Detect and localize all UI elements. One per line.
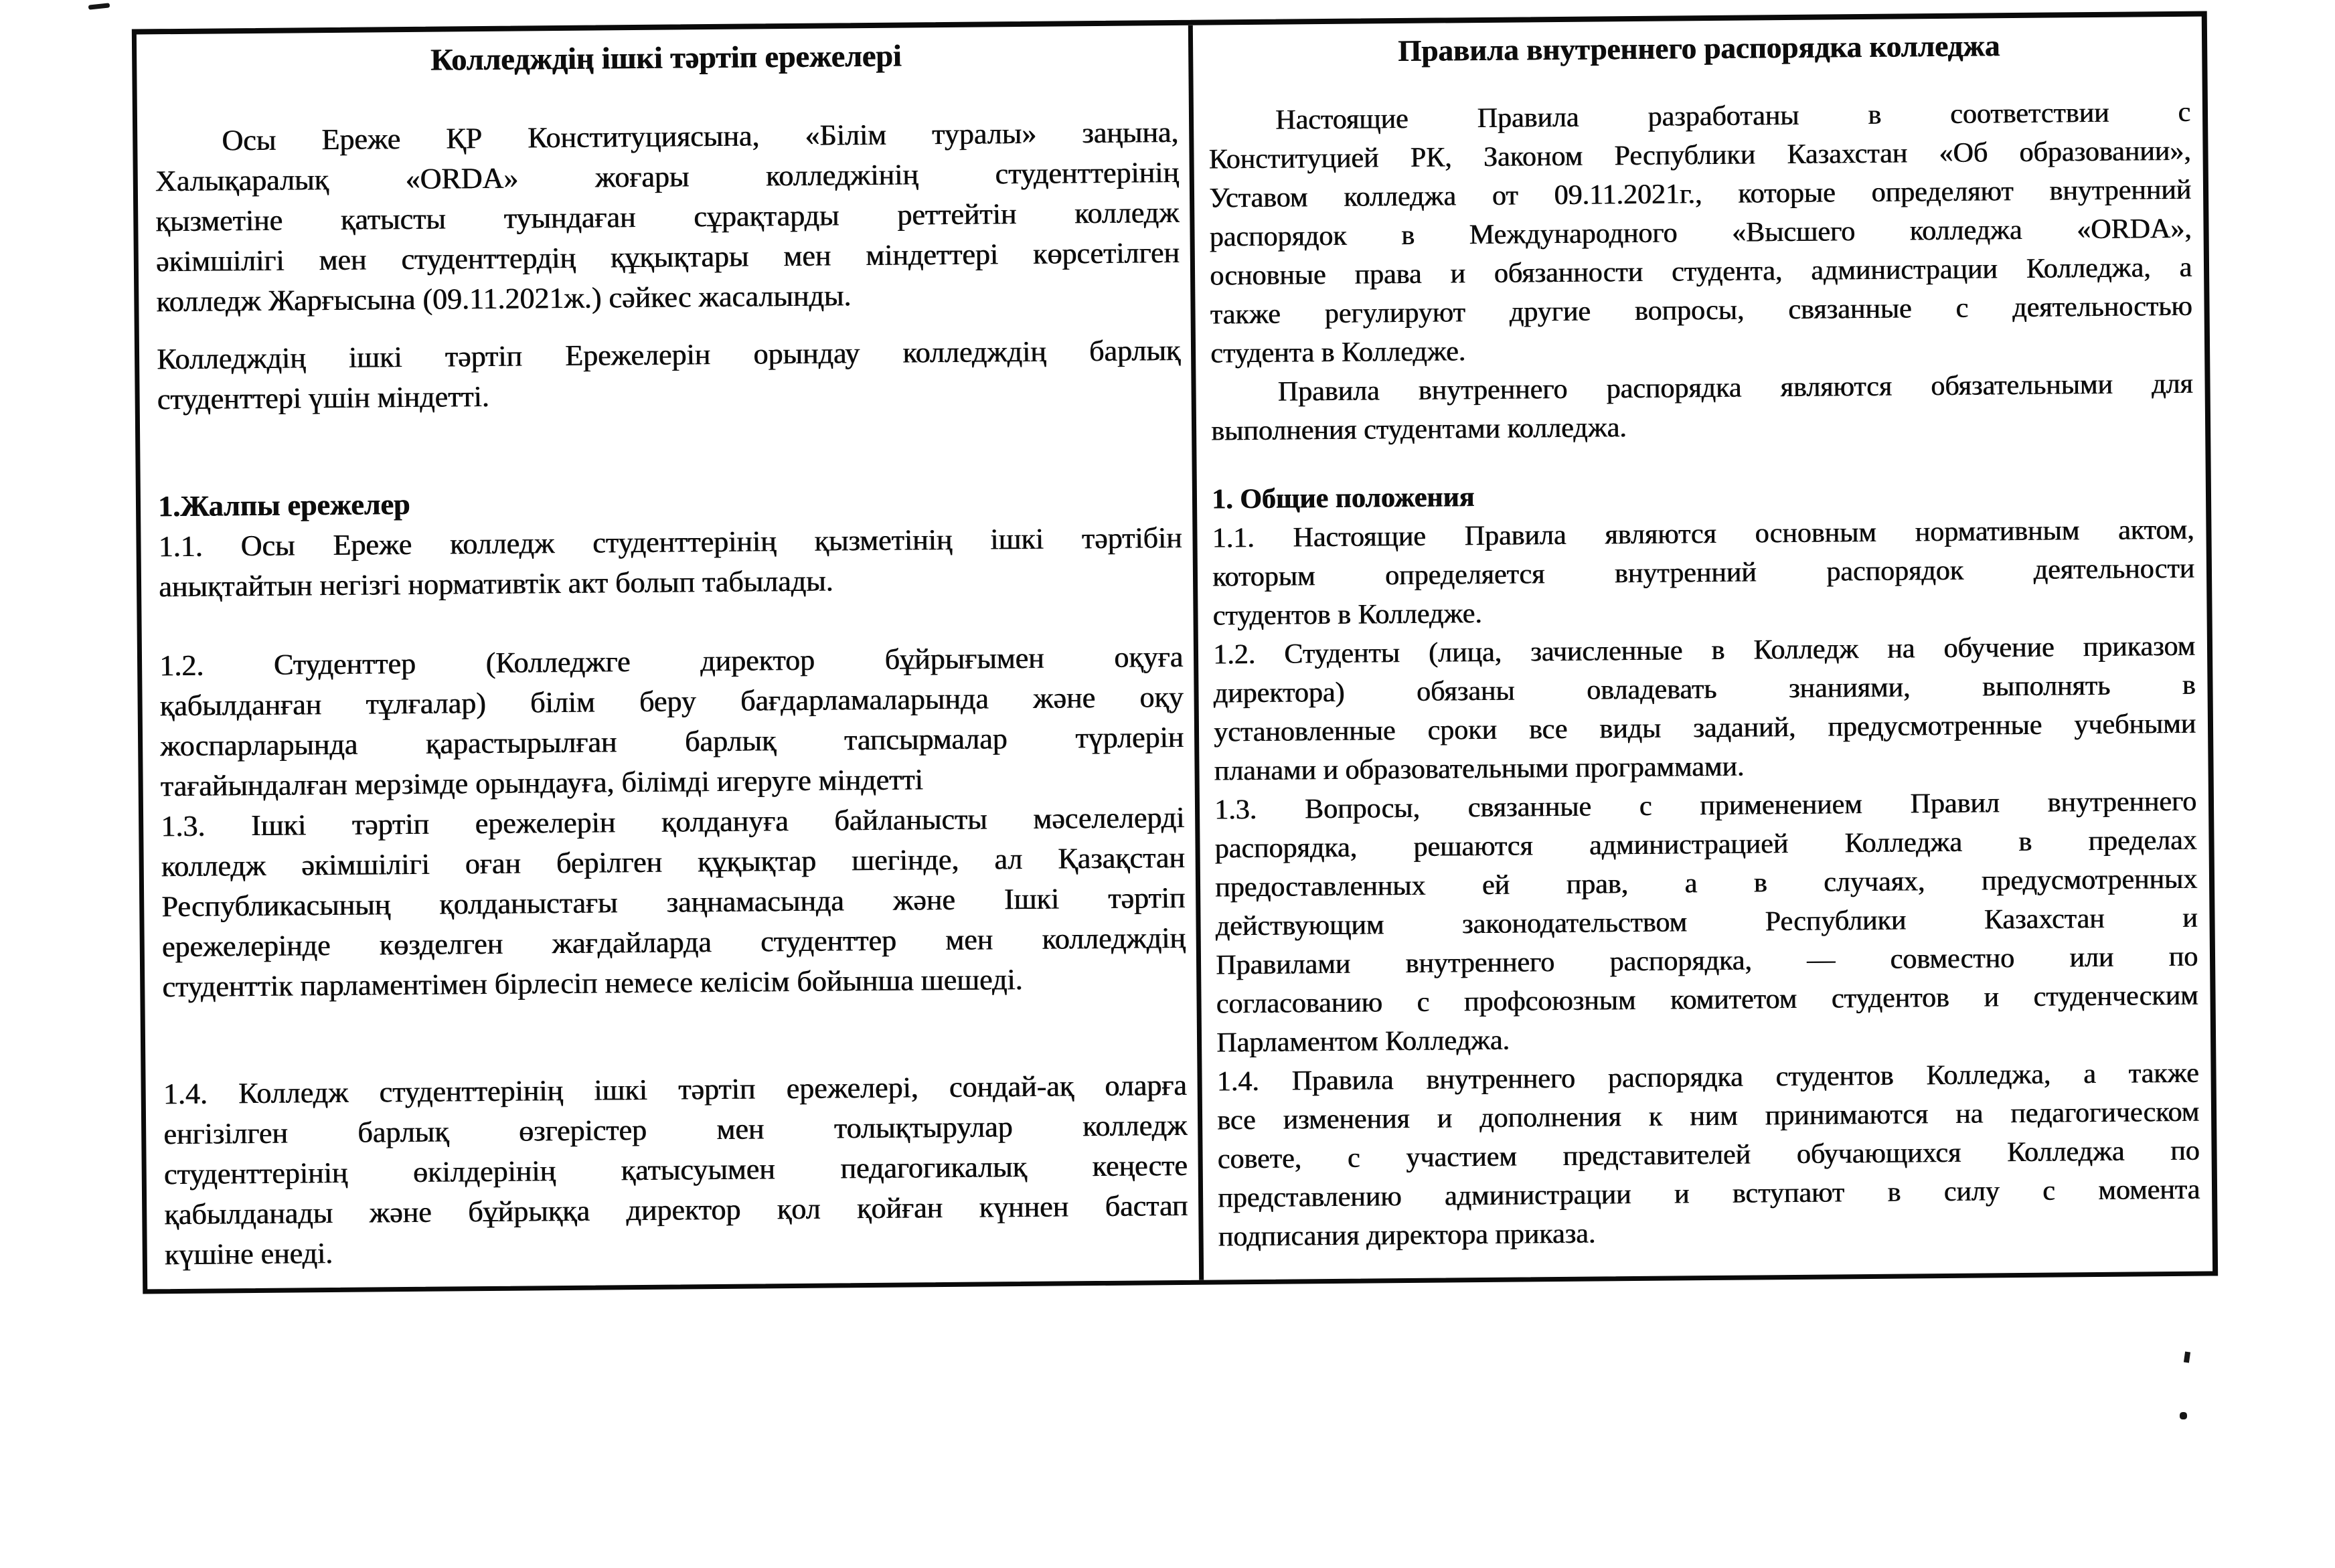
text-line: Колледждің ішкі тәртіп Ережелерін орындау колледждің барлық [156, 333, 1181, 376]
text-line: директора) обязаны овладевать знаниями, выполнять в [1213, 669, 2196, 709]
text-line: Колледждің ішкі тәртіп ережелері [430, 38, 902, 77]
scan-artifact-dash [88, 3, 110, 9]
text-line: 1.4. Колледж студенттерінің ішкі тәртіп ережелері, сондай-ақ оларға [163, 1068, 1187, 1111]
paragraph [1210, 365, 2193, 451]
text-line: жоспарларында қарастырылған барлық тапсырмалар түрлерін [159, 720, 1184, 763]
text-line: әкімшілігі мен студенттердің құқықтары мен міндеттері көрсетілген [155, 236, 1180, 278]
text-line: совете, с участием представителей обучающихся Колледжа по [1217, 1135, 2200, 1175]
scan-artifact-dot [2184, 1352, 2190, 1363]
text-line: представлению администрации и вступают в силу с момента [1217, 1174, 2200, 1214]
text-line: Правилами внутреннего распорядка, — совместно или по [1215, 941, 2198, 981]
column-kazakh [137, 25, 1204, 1290]
text-line: студенттік парламентімен бірлесіп немесе келісім бойынша шешеді. [162, 963, 1023, 1004]
text-line: основные права и обязанности студента, администрации Колледжа, а [1209, 252, 2192, 292]
text-line: Уставом колледжа от 09.11.2021г., которые определяют внутренний [1208, 174, 2192, 214]
paragraph [1212, 511, 2194, 636]
text-line: распорядка, решаются администрацией Колледжа в пределах [1214, 824, 2197, 865]
text-line: 1.1. Осы Ереже колледж студенттерінің қызметінің ішкі тәртібін [158, 521, 1182, 563]
paragraph [1208, 93, 2192, 373]
text-line: Правила внутреннего распорядка колледжа [1397, 29, 2000, 68]
text-line: 1.2. Студенты (лица, зачисленные в Колледж на обучение приказом [1212, 630, 2196, 671]
paragraph [155, 112, 1180, 322]
text-line: согласованию с профсоюзным комитетом студентов и студенческим [1216, 980, 2198, 1020]
text-line: 1.Жалпы ережелер [157, 487, 410, 523]
paragraph [1216, 1054, 2200, 1257]
text-line: қызметіне қатысты туындаған сұрақтарды реттейтін колледж [155, 195, 1180, 238]
text-line: тағайындалған мерзімде орындауға, білімді игеруге міндетті [160, 763, 923, 803]
text-line: 1.3. Ішкі тәртіп ережелерін қолдануға байланысты мәселелерді [160, 800, 1185, 843]
text-line: студента в Колледже. [1210, 336, 1466, 369]
column-header [1208, 25, 2190, 72]
text-line: установленные сроки все виды заданий, предусмотренные учебными [1213, 708, 2196, 748]
paragraph [157, 331, 1181, 420]
text-line: студенттерінің өкілдерінің қатысуымен педагогикалық кеңесте [163, 1148, 1188, 1191]
text-line: распорядок в Международного «Высшего колледжа «ORDA», [1209, 213, 2192, 253]
text-line: Настоящие Правила разработаны в соответствии с [1275, 96, 2191, 136]
scan-artifact-dot [2180, 1412, 2187, 1419]
text-line: подписания директора приказа. [1218, 1218, 1596, 1253]
text-line: 1.3. Вопросы, связанные с применением Правил внутреннего [1214, 786, 2197, 826]
paragraph [161, 798, 1186, 1007]
paragraph [159, 637, 1184, 806]
text-line: студенттері үшін міндетті. [157, 379, 489, 416]
text-line: анықтайтын негізгі нормативтік акт болып табылады. [158, 564, 833, 604]
text-line: колледж Жарғысына (09.11.2021ж.) сәйкес жасалынды. [156, 279, 852, 319]
text-line: Республикасының қолданыстағы заңнамасында және Ішкі тәртіп [161, 881, 1186, 924]
text-line: колледж әкімшілігі оған берілген құқықтар шегінде, ал Қазақстан [161, 841, 1185, 883]
text-line: енгізілген барлық өзгерістер мен толықтырулар колледж [163, 1108, 1188, 1151]
text-line: студентов в Колледже. [1212, 598, 1482, 632]
text-line: 1. Общие положения [1211, 482, 1475, 515]
text-line: Правила внутреннего распорядка являются обязательными для [1277, 368, 2193, 408]
column-russian [1193, 17, 2212, 1280]
text-line: выполнения студентами колледжа. [1210, 412, 1627, 447]
paragraph [1213, 627, 2196, 791]
text-line: қабылданады және бұйрыққа директор қол қойған күннен бастап [164, 1189, 1188, 1231]
text-line: қабылданған тұлғалар) білім беру бағдарламаларында және оқу [159, 680, 1184, 723]
text-line: предоставленных ей прав, а в случаях, предусмотренных [1214, 863, 2198, 903]
text-line: ережелерінде көзделген жағдайларда студенттер мен колледждің [161, 921, 1186, 964]
text-line: 1.2. Студенттер (Колледжге директор бұйрығымен оқуға [159, 640, 1184, 683]
text-line: все изменения и дополнения к ним принимаются на педагогическом [1216, 1096, 2200, 1136]
paragraph [1214, 782, 2198, 1063]
text-line: планами и образовательными программами. [1214, 751, 1745, 787]
text-line: 1.4. Правила внутреннего распорядка студентов Колледжа, а также [1216, 1057, 2199, 1098]
rules-table [132, 11, 2218, 1294]
text-line: Парламентом Колледжа. [1216, 1025, 1510, 1059]
text-line: действующим законодательством Республики Казахстан и [1215, 902, 2198, 942]
text-line: также регулируют другие вопросы, связанные с деятельностью [1210, 290, 2192, 331]
text-line: Конституцией РК, Законом Республики Казахстан «Об образовании», [1208, 135, 2191, 175]
text-line: Халықаралық «ORDA» жоғары колледжінің студенттерінің [155, 155, 1179, 198]
column-header [154, 33, 1178, 82]
paragraph [163, 1065, 1188, 1275]
text-line: күшіне енеді. [164, 1237, 333, 1272]
text-line: 1.1. Настоящие Правила являются основным нормативным актом, [1212, 514, 2194, 554]
text-line: которым определяется внутренний распорядок деятельности [1212, 553, 2195, 593]
paragraph [158, 518, 1182, 607]
text-line: Осы Ереже ҚР Конституциясына, «Білім туралы» заңына, [222, 115, 1179, 157]
